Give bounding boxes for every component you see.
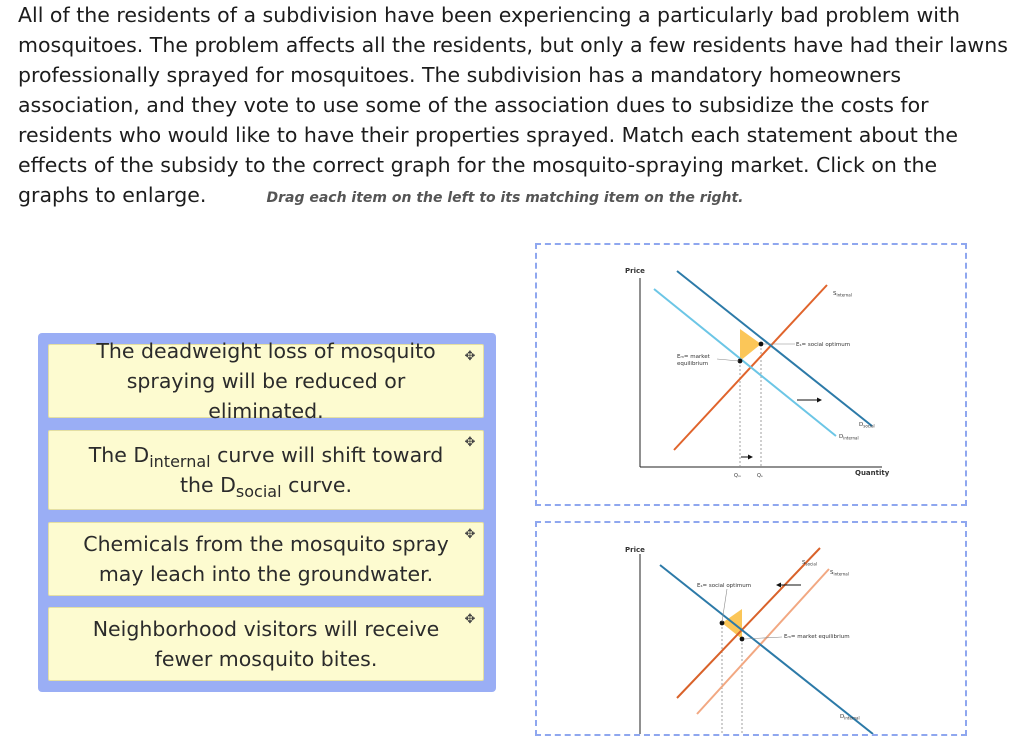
drag-item-groundwater[interactable]: [48, 522, 484, 596]
price-axis-label: Price: [625, 267, 645, 275]
drag-item-text: The deadweight loss of mosquito spraying will be reduced or eliminated.: [96, 339, 436, 423]
price-axis-label: Price: [625, 546, 645, 554]
drop-target-graph-positive-externality[interactable]: [535, 243, 967, 506]
instruction-text: Drag each item on the left to its matching item on the right.: [266, 190, 744, 206]
em-leader: [717, 359, 739, 361]
move-arrows-icon[interactable]: ✥: [464, 349, 476, 364]
graph-negative-externality: [537, 523, 965, 734]
s-internal-line: [697, 569, 829, 714]
drag-item-fewer-bites[interactable]: [48, 607, 484, 681]
deadweight-loss-area: [740, 329, 761, 361]
social-optimum-label: Eₛ= social optimum: [697, 583, 752, 589]
market-equilibrium-point: [740, 637, 745, 642]
graph-positive-externality: [537, 245, 965, 504]
draggable-items-panel: [38, 333, 496, 692]
market-equilibrium-label: Eₘ= market equilibrium: [784, 634, 850, 640]
qm-label: Qₘ: [734, 473, 742, 479]
drag-item-text: Chemicals from the mosquito spray may leach into the groundwater.: [83, 532, 449, 586]
deadweight-loss-area: [722, 609, 742, 639]
social-optimum-label: Eₛ= social optimum: [796, 342, 851, 348]
arrow-icon: [797, 398, 822, 403]
demand-line: [660, 565, 873, 734]
arrow-icon: [741, 455, 753, 460]
quantity-axis-label: Quantity: [855, 469, 890, 477]
drag-item-deadweight-loss[interactable]: [48, 339, 484, 423]
d-internal-label: $D_{internal}$: [839, 434, 859, 441]
drag-item-text: Neighborhood visitors will receive fewer mosquito bites.: [92, 617, 440, 671]
social-optimum-point: [759, 342, 764, 347]
drop-target-graph-negative-externality[interactable]: [535, 521, 967, 736]
market-equilibrium-label: Eₘ= market: [677, 354, 710, 360]
s-social-label: $S_{social}$: [802, 560, 817, 567]
s-internal-label: $S_{internal}$: [830, 570, 849, 577]
s-internal-label: $S_{internal}$: [833, 291, 852, 298]
market-equilibrium-label-line2: equilibrium: [677, 361, 709, 367]
drag-item-text: The $D_{internal}$ curve will shift toward the $D_{social}$ curve.: [88, 443, 444, 501]
drag-item-d-internal-shift[interactable]: [48, 430, 484, 510]
d-internal-label: $D_{internal}$: [840, 714, 860, 721]
arrow-icon: [776, 583, 801, 588]
move-arrows-icon[interactable]: ✥: [464, 435, 476, 450]
move-arrows-icon[interactable]: ✥: [464, 527, 476, 542]
question-text: All of the residents of a subdivision have been experiencing a particularly bad problem with mosquitoes. The problem affects all the residents, but only a few residents have had their lawns professionally sprayed for mosquitoes. The subdivision has a mandatory homeowners association, and they vote to use some of the association dues to subsidize the costs for residents who would like to have their properties sprayed. Match each statement about the effects of the subsidy to the correct graph for the mosquito-spraying market. Click on the graphs to enlarge.: [18, 3, 1008, 207]
move-arrows-icon[interactable]: ✥: [464, 612, 476, 627]
d-social-label: $D_{social}$: [859, 422, 875, 429]
qs-label: Qₛ: [757, 473, 763, 479]
